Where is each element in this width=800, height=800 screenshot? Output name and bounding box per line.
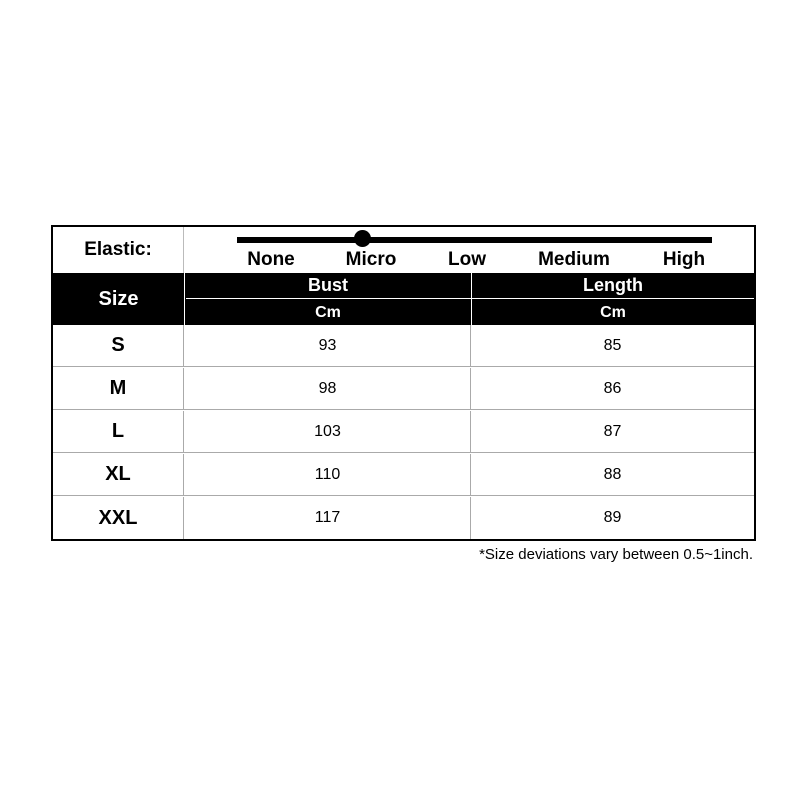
size-cell: L — [53, 411, 184, 452]
header-length: Length — [583, 275, 643, 295]
header-size: Size — [98, 287, 139, 310]
bust-cell: 103 — [185, 411, 471, 452]
header-divider — [186, 298, 754, 299]
table-row — [53, 325, 754, 367]
elastic-level-micro: Micro — [345, 249, 397, 270]
elastic-level-low: Low — [448, 249, 486, 270]
bust-cell: 117 — [185, 497, 471, 539]
length-cell: 86 — [603, 379, 622, 397]
size-cell: S — [53, 325, 184, 366]
header-bust-unit: Cm — [315, 303, 341, 321]
table-row — [53, 368, 754, 410]
size-cell: XXL — [53, 497, 184, 539]
elastic-row — [53, 227, 754, 273]
elastic-scale-marker — [354, 230, 371, 247]
elastic-scale-line — [237, 237, 712, 243]
length-cell: 88 — [603, 465, 622, 483]
header-length-unit: Cm — [600, 303, 626, 321]
table-row — [53, 497, 754, 539]
length-cell: 87 — [603, 422, 622, 440]
elastic-level-medium: Medium — [538, 249, 610, 270]
length-cell: 89 — [603, 509, 622, 526]
table-body — [53, 325, 754, 539]
size-footnote: *Size deviations vary between 0.5~1inch. — [479, 546, 753, 563]
header-bust: Bust — [308, 275, 348, 295]
elastic-level-none: None — [247, 249, 295, 270]
table-row — [53, 411, 754, 453]
bust-cell: 98 — [185, 368, 471, 409]
bust-cell: 93 — [185, 325, 471, 366]
size-cell: XL — [53, 454, 184, 495]
size-cell: M — [53, 368, 184, 409]
bust-cell: 110 — [185, 454, 471, 495]
elastic-level-high: High — [662, 249, 706, 270]
elastic-label: Elastic: — [53, 227, 184, 273]
header-divider — [184, 273, 185, 325]
table-header — [53, 273, 754, 325]
header-divider — [471, 273, 472, 325]
length-cell: 85 — [603, 336, 622, 354]
size-chart — [51, 225, 756, 541]
table-row — [53, 454, 754, 496]
